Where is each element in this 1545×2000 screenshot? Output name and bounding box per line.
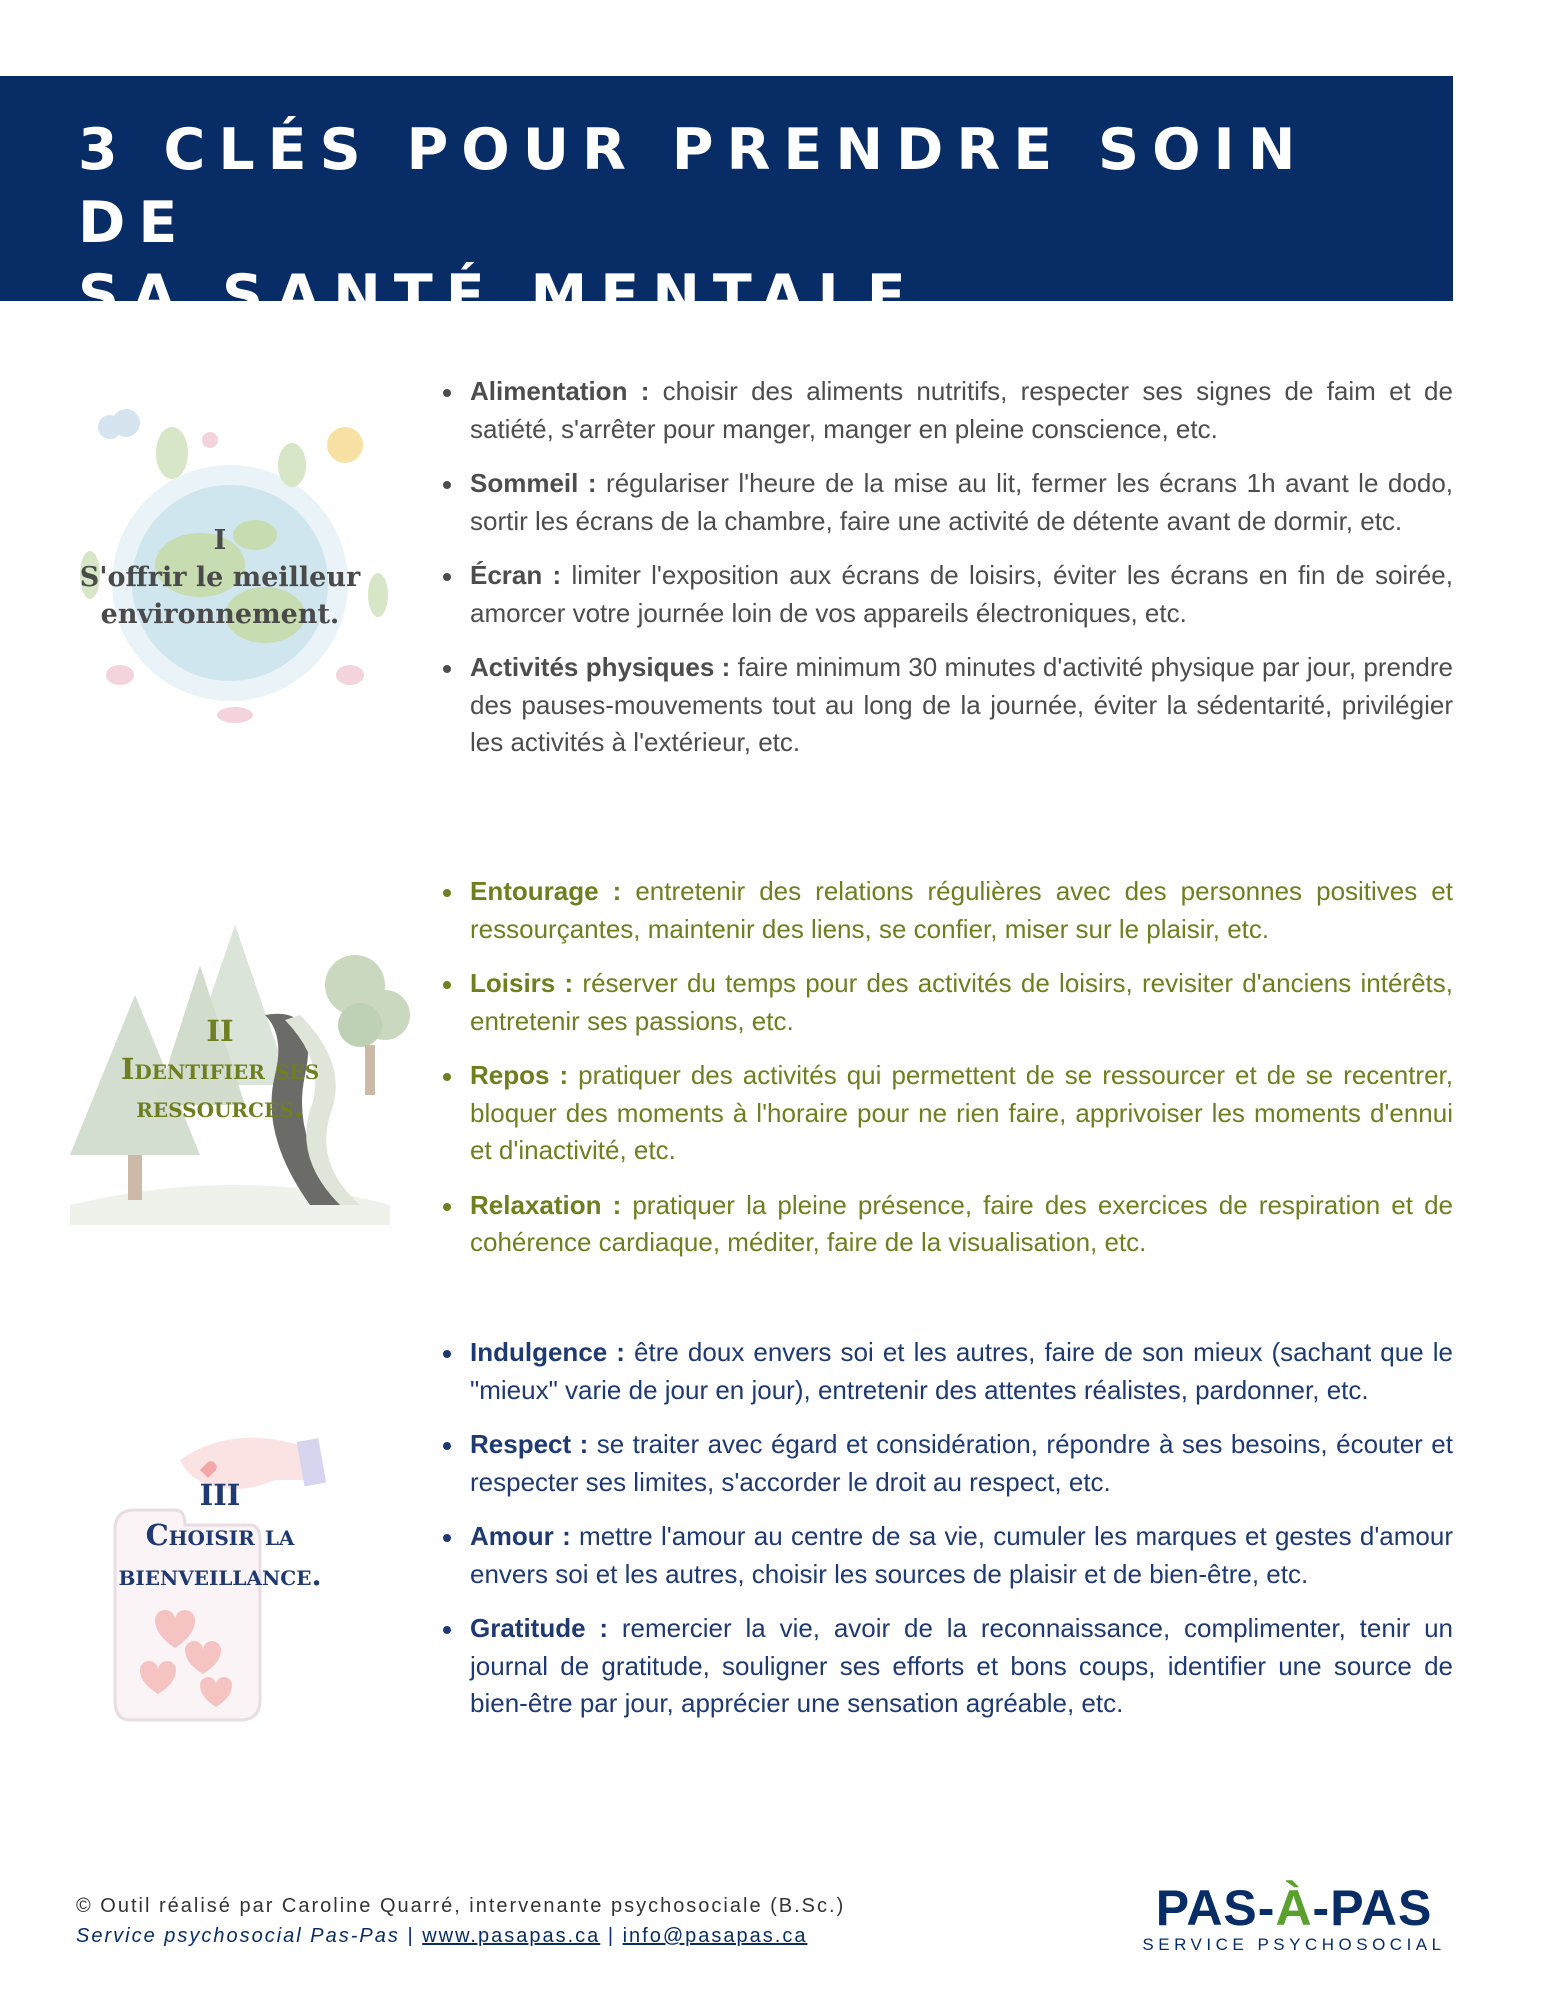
footer-links	[76, 1922, 807, 1951]
section-label-kindness	[60, 1475, 380, 1595]
logo-wordmark: PAS-À-PAS	[1155, 1880, 1433, 1936]
list-item: Relaxation : pratiquer la pleine présence, faire des exercices de respiration et de cohérence cardiaque, méditer, faire de la visualisation, etc.	[440, 1187, 1453, 1262]
section-label-environment	[60, 522, 380, 633]
footer-service: Service psychosocial Pas-Pas	[76, 1925, 400, 1947]
section-numeral: I	[213, 525, 227, 556]
section-label-resources	[60, 1012, 380, 1126]
logo-subtitle: SERVICE PSYCHOSOCIAL	[1142, 1935, 1446, 1954]
list-item: Loisirs : réserver du temps pour des activités de loisirs, revisiter d'anciens intérêts, entretenir ses passions, etc.	[440, 965, 1453, 1040]
footer-separator: |	[399, 1925, 423, 1947]
list-item: Activités physiques : faire minimum 30 minutes d'activité physique par jour, prendre des pauses-mouvements tout au long de la journée, éviter la sédentarité, privilégier les activités à l'extérieur, etc.	[440, 649, 1453, 762]
email-link[interactable]: info@pasapas.ca	[622, 1925, 808, 1947]
resources-list	[440, 873, 1453, 1279]
website-link[interactable]: www.pasapas.ca	[422, 1925, 601, 1947]
page-title-line2: SA SANTÉ MENTALE	[78, 263, 919, 329]
environment-list	[440, 373, 1453, 779]
list-item: Écran : limiter l'exposition aux écrans de loisirs, éviter les écrans en fin de soirée, amorcer votre journée loin de vos appareils électroniques, etc.	[440, 557, 1453, 632]
title-banner	[0, 76, 1453, 329]
page-title	[78, 114, 1438, 333]
section-numeral: II	[206, 1014, 234, 1048]
section-label-line1: Choisir la	[145, 1518, 295, 1552]
section-numeral: III	[199, 1478, 241, 1512]
page-title-line1: 3 CLÉS POUR PRENDRE SOIN DE	[78, 117, 1309, 256]
list-item: Indulgence : être doux envers soi et les autres, faire de son mieux (sachant que le "mieux" varie de jour en jour), entretenir des attentes réalistes, pardonner, etc.	[440, 1334, 1453, 1409]
section-label-line2: ressources.	[136, 1090, 304, 1124]
section-label-line1: Identifier ses	[120, 1052, 320, 1086]
kindness-list	[440, 1334, 1453, 1740]
footer-separator: |	[600, 1925, 623, 1947]
list-item: Entourage : entretenir des relations régulières avec des personnes positives et ressourçantes, maintenir des liens, se confier, miser sur le plaisir, etc.	[440, 873, 1453, 948]
pas-a-pas-logo	[1134, 1880, 1454, 1960]
list-item: Repos : pratiquer des activités qui permettent de se ressourcer et de se recentrer, bloquer des moments à l'horaire pour ne rien faire, apprivoiser les moments d'ennui et d'inactivité, etc.	[440, 1057, 1453, 1170]
section-label-line1: S'offrir le meilleur	[79, 562, 361, 593]
list-item: Respect : se traiter avec égard et considération, répondre à ses besoins, écouter et respecter ses limites, s'accorder le droit au respect, etc.	[440, 1426, 1453, 1501]
footer-credit: © Outil réalisé par Caroline Quarré, intervenante psychosociale (B.Sc.)	[76, 1895, 846, 1917]
section-label-line2: bienveillance.	[118, 1558, 322, 1592]
list-item: Gratitude : remercier la vie, avoir de la reconnaissance, complimenter, tenir un journal de gratitude, souligner ses efforts et bons coups, identifier une source de bien-être par jour, apprécier une sensation agréable, etc.	[440, 1610, 1453, 1723]
section-label-line2: environnement.	[100, 599, 340, 630]
list-item: Amour : mettre l'amour au centre de sa vie, cumuler les marques et gestes d'amour envers soi et les autres, choisir les sources de plaisir et de bien-être, etc.	[440, 1518, 1453, 1593]
list-item: Sommeil : régulariser l'heure de la mise au lit, fermer les écrans 1h avant le dodo, sortir les écrans de la chambre, faire une activité de détente avant de dormir, etc.	[440, 465, 1453, 540]
list-item: Alimentation : choisir des aliments nutritifs, respecter ses signes de faim et de satiété, s'arrêter pour manger, manger en pleine conscience, etc.	[440, 373, 1453, 448]
